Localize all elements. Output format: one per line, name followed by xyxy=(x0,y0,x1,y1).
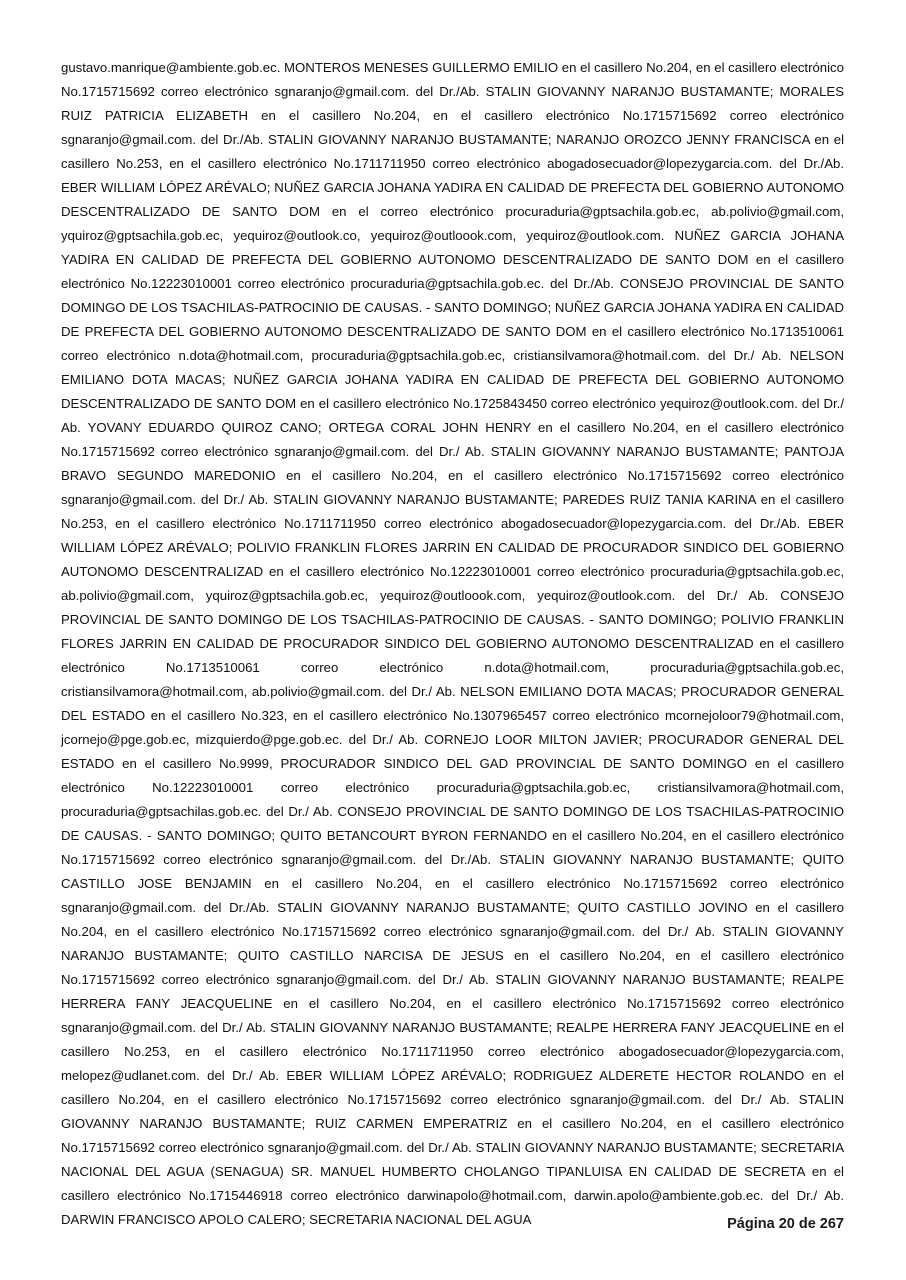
page-number: Página 20 de 267 xyxy=(727,1216,844,1232)
body-paragraph: gustavo.manrique@ambiente.gob.ec. MONTEROS MENESES GUILLERMO EMILIO en el casillero No.204, en el casillero electrónico No.1715715692 correo electrónico sgnaranjo@gmail.com. del Dr./Ab. STALIN GIOVANNY NARANJO BUSTAMANTE; MORALES RUIZ PATRICIA ELIZABETH en el casillero No.204, en el casillero electrónico No.1715715692 correo electrónico sgnaranjo@gmail.com. del Dr./Ab. STALIN GIOVANNY NARANJO BUSTAMANTE; NARANJO OROZCO JENNY FRANCISCA en el casillero No.253, en el casillero electrónico No.1711711950 correo electrónico abogadosecuador@lopezygarcia.com. del Dr./Ab. EBER WILLIAM LÓPEZ ARÉVALO; NUÑEZ GARCIA JOHANA YADIRA EN CALIDAD DE PREFECTA DEL GOBIERNO AUTONOMO DESCENTRALIZADO DE SANTO DOM en el correo electrónico procuraduria@gptsachila.gob.ec, ab.polivio@gmail.com, yquiroz@gptsachila.gob.ec, yequiroz@outlook.co, yequiroz@outloook.com, yequiroz@outlook.com. NUÑEZ GARCIA JOHANA YADIRA EN CALIDAD DE PREFECTA DEL GOBIERNO AUTONOMO DESCENTRALIZADO DE SANTO DOM en el casillero electrónico No.12223010001 correo electrónico procuraduria@gptsachila.gob.ec. del Dr./Ab. CONSEJO PROVINCIAL DE SANTO DOMINGO DE LOS TSACHILAS-PATROCINIO DE CAUSAS. - SANTO DOMINGO; NUÑEZ GARCIA JOHANA YADIRA EN CALIDAD DE PREFECTA DEL GOBIERNO AUTONOMO DESCENTRALIZADO DE SANTO DOM en el casillero electrónico No.1713510061 correo electrónico n.dota@hotmail.com, procuraduria@gptsachila.gob.ec, cristiansilvamora@hotmail.com. del Dr./ Ab. NELSON EMILIANO DOTA MACAS; NUÑEZ GARCIA JOHANA YADIRA EN CALIDAD DE PREFECTA DEL GOBIERNO AUTONOMO DESCENTRALIZADO DE SANTO DOM en el casillero electrónico No.1725843450 correo electrónico yequiroz@outlook.com. del Dr./ Ab. YOVANY EDUARDO QUIROZ CANO; ORTEGA CORAL JOHN HENRY en el casillero No.204, en el casillero electrónico No.1715715692 correo electrónico sgnaranjo@gmail.com. del Dr./ Ab. STALIN GIOVANNY NARANJO BUSTAMANTE; PANTOJA BRAVO SEGUNDO MAREDONIO en el casillero No.204, en el casillero electrónico No.1715715692 correo electrónico sgnaranjo@gmail.com. del Dr./ Ab. STALIN GIOVANNY NARANJO BUSTAMANTE; PAREDES RUIZ TANIA KARINA en el casillero No.253, en el casillero electrónico No.1711711950 correo electrónico abogadosecuador@lopezygarcia.com. del Dr./Ab. EBER WILLIAM LÓPEZ ARÉVALO; POLIVIO FRANKLIN FLORES JARRIN EN CALIDAD DE PROCURADOR SINDICO DEL GOBIERNO AUTONOMO DESCENTRALIZAD en el casillero electrónico No.12223010001 correo electrónico procuraduria@gptsachila.gob.ec, ab.polivio@gmail.com, yquiroz@gptsachila.gob.ec, yequiroz@outloook.com, yequiroz@outlook.com. del Dr./ Ab. CONSEJO PROVINCIAL DE SANTO DOMINGO DE LOS TSACHILAS-PATROCINIO DE CAUSAS. - SANTO DOMINGO; POLIVIO FRANKLIN FLORES JARRIN EN CALIDAD DE PROCURADOR SINDICO DEL GOBIERNO AUTONOMO DESCENTRALIZAD en el casillero electrónico No.1713510061 correo electrónico n.dota@hotmail.com, procuraduria@gptsachila.gob.ec, cristiansilvamora@hotmail.com, ab.polivio@gmail.com. del Dr./ Ab. NELSON EMILIANO DOTA MACAS; PROCURADOR GENERAL DEL ESTADO en el casillero No.323, en el casillero electrónico No.1307965457 correo electrónico mcornejoloor79@hotmail.com, jcornejo@pge.gob.ec, mizquierdo@pge.gob.ec. del Dr./ Ab. CORNEJO LOOR MILTON JAVIER; PROCURADOR GENERAL DEL ESTADO en el casillero No.9999, PROCURADOR SINDICO DEL GAD PROVINCIAL DE SANTO DOMINGO en el casillero electrónico No.12223010001 correo electrónico procuraduria@gptsachila.gob.ec, cristiansilvamora@hotmail.com, procuraduria@gptsachilas.gob.ec. del Dr./ Ab. CONSEJO PROVINCIAL DE SANTO DOMINGO DE LOS TSACHILAS-PATROCINIO DE CAUSAS. - SANTO DOMINGO; QUITO BETANCOURT BYRON FERNANDO en el casillero No.204, en el casillero electrónico No.1715715692 correo electrónico sgnaranjo@gmail.com. del Dr./Ab. STALIN GIOVANNY NARANJO BUSTAMANTE; QUITO CASTILLO JOSE BENJAMIN en el casillero No.204, en el casillero electrónico No.1715715692 correo electrónico sgnaranjo@gmail.com. del Dr./Ab. STALIN GIOVANNY NARANJO BUSTAMANTE; QUITO CASTILLO JOVINO en el casillero No.204, en el casillero electrónico No.1715715692 correo electrónico sgnaranjo@gmail.com. del Dr./ Ab. STALIN GIOVANNY NARANJO BUSTAMANTE; QUITO CASTILLO NARCISA DE JESUS en el casillero No.204, en el casillero electrónico No.1715715692 correo electrónico sgnaranjo@gmail.com. del Dr./ Ab. STALIN GIOVANNY NARANJO BUSTAMANTE; REALPE HERRERA FANY JEACQUELINE en el casillero No.204, en el casillero electrónico No.1715715692 correo electrónico sgnaranjo@gmail.com. del Dr./ Ab. STALIN GIOVANNY NARANJO BUSTAMANTE; REALPE HERRERA FANY JEACQUELINE en el casillero No.253, en el casillero electrónico No.1711711950 correo electrónico abogadosecuador@lopezygarcia.com, melopez@udlanet.com. del Dr./ Ab. EBER WILLIAM LÓPEZ ARÉVALO; RODRIGUEZ ALDERETE HECTOR ROLANDO en el casillero No.204, en el casillero electrónico No.1715715692 correo electrónico sgnaranjo@gmail.com. del Dr./ Ab. STALIN GIOVANNY NARANJO BUSTAMANTE; RUIZ CARMEN EMPERATRIZ en el casillero No.204, en el casillero electrónico No.1715715692 correo electrónico sgnaranjo@gmail.com. del Dr./ Ab. STALIN GIOVANNY NARANJO BUSTAMANTE; SECRETARIA NACIONAL DEL AGUA (SENAGUA) SR. MANUEL HUMBERTO CHOLANGO TIPANLUISA EN CALIDAD DE SECRETA en el casillero electrónico No.1715446918 correo electrónico darwinapolo@hotmail.com, darwin.apolo@ambiente.gob.ec. del Dr./ Ab. DARWIN FRANCISCO APOLO CALERO; SECRETARIA NACIONAL DEL AGUA xyxy=(61,60,844,1227)
